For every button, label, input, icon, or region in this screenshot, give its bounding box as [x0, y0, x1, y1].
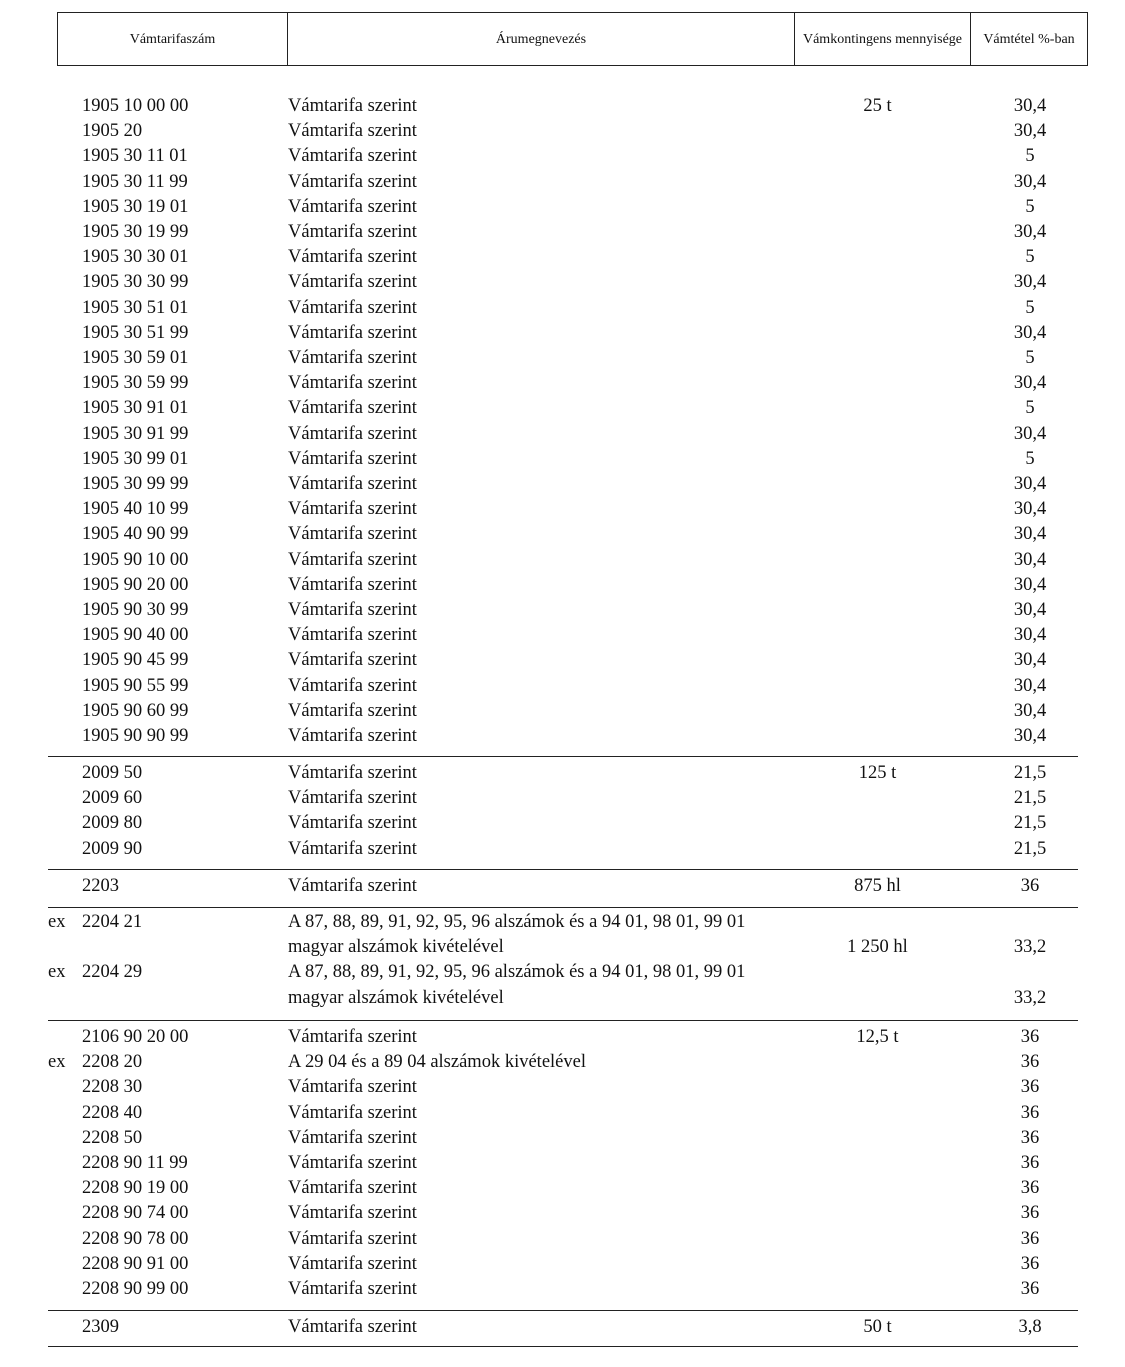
goods-description: Vámtarifa szerint — [288, 448, 417, 469]
duty-rate: 30,4 — [1013, 96, 1047, 116]
group-divider — [48, 1346, 1078, 1347]
table-row — [0, 371, 1125, 396]
tariff-code: 1905 90 10 00 — [82, 549, 189, 570]
goods-description: Vámtarifa szerint — [288, 1127, 417, 1148]
duty-rate: 21,5 — [1013, 838, 1047, 859]
table-row — [0, 1252, 1125, 1277]
table-row — [0, 94, 1125, 119]
duty-rate: 36 — [1020, 876, 1040, 896]
tariff-code: 2208 90 99 00 — [82, 1279, 189, 1299]
duty-rate: 30,4 — [1013, 373, 1047, 394]
duty-rate: 30,4 — [1013, 549, 1047, 570]
goods-description: Vámtarifa szerint — [288, 574, 417, 595]
tariff-code: 2106 90 20 00 — [82, 1027, 189, 1047]
tariff-code: 1905 90 20 00 — [82, 574, 189, 595]
tariff-code: 1905 90 90 99 — [82, 726, 189, 746]
duty-rate: 36 — [1020, 1203, 1040, 1224]
table-row — [0, 497, 1125, 522]
tariff-code: 1905 30 30 01 — [82, 247, 189, 268]
goods-description: Vámtarifa szerint — [288, 675, 417, 696]
duty-rate: 5 — [1025, 196, 1035, 217]
tariff-code: 1905 90 40 00 — [82, 625, 189, 646]
table-row — [0, 447, 1125, 472]
tariff-code: 1905 30 91 99 — [82, 423, 189, 444]
duty-rate: 21,5 — [1013, 788, 1047, 809]
goods-description: Vámtarifa szerint — [288, 813, 417, 834]
tariff-code: 2009 60 — [82, 788, 143, 809]
table-row — [0, 396, 1125, 421]
duty-rate: 5 — [1025, 247, 1035, 268]
goods-description: Vámtarifa szerint — [288, 1228, 417, 1249]
table-row — [0, 422, 1125, 447]
goods-description: Vámtarifa szerint — [288, 398, 417, 419]
tariff-code: 1905 30 30 99 — [82, 272, 189, 293]
goods-description: Vámtarifa szerint — [288, 121, 417, 142]
exception-prefix: ex — [48, 962, 66, 983]
table-row — [0, 270, 1125, 295]
tariff-code: 2009 50 — [82, 763, 143, 783]
header-duty-rate: Vámtétel %-ban — [983, 31, 1075, 47]
duty-rate: 33,2 — [1013, 937, 1047, 958]
duty-rate: 30,4 — [1013, 650, 1047, 671]
tariff-code: 1905 30 11 01 — [82, 146, 188, 167]
goods-description: Vámtarifa szerint — [288, 838, 417, 859]
tariff-code: 2208 90 19 00 — [82, 1178, 189, 1199]
group-divider — [48, 1310, 1078, 1311]
table-row — [0, 935, 1125, 960]
duty-rate: 36 — [1020, 1153, 1040, 1173]
goods-description: Vámtarifa szerint — [288, 1178, 417, 1199]
goods-description: Vámtarifa szerint — [288, 297, 417, 318]
tariff-code: 1905 30 59 01 — [82, 348, 189, 368]
goods-description: Vámtarifa szerint — [288, 1153, 417, 1173]
quota-quantity: 25 t — [863, 96, 892, 116]
header-tariff-number: Vámtarifaszám — [58, 13, 288, 65]
goods-description: Vámtarifa szerint — [288, 222, 417, 242]
duty-rate: 30,4 — [1013, 524, 1047, 545]
goods-description: Vámtarifa szerint — [288, 549, 417, 570]
duty-rate: 36 — [1020, 1027, 1040, 1047]
goods-description: A 87, 88, 89, 91, 92, 95, 96 alszámok és a 94 01, 98 01, 99 01 — [288, 962, 746, 983]
goods-description: Vámtarifa szerint — [288, 247, 417, 268]
duty-rate: 21,5 — [1013, 813, 1047, 834]
goods-description: Vámtarifa szerint — [288, 1077, 417, 1098]
tariff-code: 2208 90 11 99 — [82, 1153, 188, 1173]
table-row — [0, 346, 1125, 371]
table-row — [0, 910, 1125, 935]
duty-rate: 36 — [1020, 1178, 1040, 1199]
exception-prefix: ex — [48, 1052, 66, 1073]
duty-rate: 30,4 — [1013, 121, 1047, 142]
quota-quantity: 12,5 t — [856, 1027, 899, 1047]
duty-rate: 36 — [1020, 1102, 1040, 1123]
table-row — [0, 623, 1125, 648]
table-row — [0, 786, 1125, 811]
table-row — [0, 144, 1125, 169]
header-goods-description: Árumegnevezés — [288, 13, 795, 65]
duty-rate: 3,8 — [1018, 1317, 1042, 1337]
table-row — [0, 1101, 1125, 1126]
tariff-code: 2208 90 74 00 — [82, 1203, 189, 1224]
goods-description: Vámtarifa szerint — [288, 499, 417, 520]
goods-description: magyar alszámok kivételével — [288, 987, 504, 1008]
goods-description: Vámtarifa szerint — [288, 726, 417, 746]
duty-rate: 36 — [1020, 1052, 1040, 1073]
table-row — [0, 1176, 1125, 1201]
duty-rate: 36 — [1020, 1279, 1040, 1299]
header-quota-quantity: Vámkontingens mennyisége — [795, 13, 971, 65]
table-row — [0, 960, 1125, 985]
duty-rate: 33,2 — [1013, 987, 1047, 1008]
duty-rate: 36 — [1020, 1253, 1040, 1274]
table-row — [0, 1025, 1125, 1050]
duty-rate: 30,4 — [1013, 726, 1047, 746]
table-row — [0, 1227, 1125, 1252]
duty-rate: 30,4 — [1013, 423, 1047, 444]
table-row — [0, 648, 1125, 673]
goods-description: Vámtarifa szerint — [288, 348, 417, 368]
table-row — [0, 548, 1125, 573]
table-row — [0, 1151, 1125, 1176]
tariff-code: 2208 90 91 00 — [82, 1253, 189, 1274]
tariff-code: 1905 30 59 99 — [82, 373, 189, 394]
table-row — [0, 1277, 1125, 1302]
goods-description: Vámtarifa szerint — [288, 96, 417, 116]
tariff-code: 2208 50 — [82, 1127, 143, 1148]
duty-rate: 5 — [1025, 297, 1035, 318]
tariff-code: 2204 21 — [82, 912, 143, 932]
duty-rate: 30,4 — [1013, 474, 1047, 494]
goods-description: Vámtarifa szerint — [288, 1203, 417, 1224]
goods-description: Vámtarifa szerint — [288, 373, 417, 394]
tariff-code: 1905 90 30 99 — [82, 600, 189, 620]
goods-description: Vámtarifa szerint — [288, 272, 417, 293]
table-row — [0, 1050, 1125, 1075]
table-row — [0, 245, 1125, 270]
tariff-code: 1905 90 60 99 — [82, 700, 189, 721]
table-row — [0, 296, 1125, 321]
quota-quantity: 1 250 hl — [847, 937, 908, 958]
duty-rate: 5 — [1025, 348, 1035, 368]
duty-rate: 36 — [1020, 1228, 1040, 1249]
table-row — [0, 811, 1125, 836]
duty-rate: 30,4 — [1013, 600, 1047, 620]
tariff-code: 2009 80 — [82, 813, 143, 834]
tariff-code: 1905 30 99 99 — [82, 474, 189, 494]
tariff-code: 2208 30 — [82, 1077, 143, 1098]
table-row — [0, 119, 1125, 144]
goods-description: Vámtarifa szerint — [288, 1317, 417, 1337]
goods-description: Vámtarifa szerint — [288, 524, 417, 545]
tariff-code: 1905 90 55 99 — [82, 675, 189, 696]
tariff-code: 1905 10 00 00 — [82, 96, 189, 116]
table-row — [0, 195, 1125, 220]
duty-rate: 30,4 — [1013, 700, 1047, 721]
goods-description: Vámtarifa szerint — [288, 322, 417, 343]
duty-rate: 5 — [1025, 398, 1035, 419]
table-row — [0, 724, 1125, 749]
goods-description: Vámtarifa szerint — [288, 1253, 417, 1274]
goods-description: Vámtarifa szerint — [288, 876, 417, 896]
tariff-code: 1905 30 11 99 — [82, 171, 188, 192]
goods-description: magyar alszámok kivételével — [288, 937, 504, 958]
quota-quantity: 875 hl — [854, 876, 901, 896]
tariff-code: 2204 29 — [82, 962, 143, 983]
table-row — [0, 1315, 1125, 1340]
tariff-code: 1905 40 90 99 — [82, 524, 189, 545]
tariff-code: 2208 90 78 00 — [82, 1228, 189, 1249]
table-row — [0, 874, 1125, 899]
goods-description: Vámtarifa szerint — [288, 423, 417, 444]
tariff-code: 1905 30 51 01 — [82, 297, 189, 318]
duty-rate: 36 — [1020, 1127, 1040, 1148]
goods-description: A 29 04 és a 89 04 alszámok kivételével — [288, 1052, 586, 1073]
tariff-code: 1905 30 19 01 — [82, 196, 189, 217]
quota-quantity: 125 t — [858, 763, 897, 783]
tariff-code: 2203 — [82, 876, 119, 896]
table-row — [0, 1126, 1125, 1151]
duty-rate: 30,4 — [1013, 499, 1047, 520]
table-row — [0, 321, 1125, 346]
goods-description: Vámtarifa szerint — [288, 1279, 417, 1299]
group-divider — [48, 869, 1078, 870]
goods-description: Vámtarifa szerint — [288, 1027, 417, 1047]
table-row — [0, 220, 1125, 245]
tariff-code: 1905 20 — [82, 121, 143, 142]
goods-description: Vámtarifa szerint — [288, 625, 417, 646]
group-divider — [48, 907, 1078, 908]
table-row — [0, 598, 1125, 623]
tariff-code: 1905 30 51 99 — [82, 322, 189, 343]
table-row — [0, 472, 1125, 497]
tariff-code: 2208 40 — [82, 1102, 143, 1123]
tariff-code: 1905 90 45 99 — [82, 650, 189, 671]
goods-description: Vámtarifa szerint — [288, 600, 417, 620]
table-row — [0, 837, 1125, 862]
goods-description: A 87, 88, 89, 91, 92, 95, 96 alszámok és a 94 01, 98 01, 99 01 — [288, 912, 746, 932]
duty-rate: 30,4 — [1013, 675, 1047, 696]
table-row — [0, 573, 1125, 598]
group-divider — [48, 756, 1078, 757]
exception-prefix: ex — [48, 912, 66, 932]
table-row — [0, 1075, 1125, 1100]
tariff-code: 1905 30 99 01 — [82, 448, 189, 469]
tariff-code: 2309 — [82, 1317, 119, 1337]
tariff-code: 1905 30 91 01 — [82, 398, 189, 419]
table-row — [0, 674, 1125, 699]
goods-description: Vámtarifa szerint — [288, 650, 417, 671]
group-divider — [48, 1020, 1078, 1021]
goods-description: Vámtarifa szerint — [288, 700, 417, 721]
duty-rate: 30,4 — [1013, 322, 1047, 343]
duty-rate: 30,4 — [1013, 574, 1047, 595]
goods-description: Vámtarifa szerint — [288, 763, 417, 783]
goods-description: Vámtarifa szerint — [288, 171, 417, 192]
tariff-code: 2009 90 — [82, 838, 143, 859]
duty-rate: 5 — [1025, 448, 1035, 469]
tariff-code: 1905 40 10 99 — [82, 499, 189, 520]
tariff-code: 1905 30 19 99 — [82, 222, 189, 242]
duty-rate: 30,4 — [1013, 222, 1047, 242]
duty-rate: 30,4 — [1013, 171, 1047, 192]
table-row — [0, 761, 1125, 786]
goods-description: Vámtarifa szerint — [288, 1102, 417, 1123]
duty-rate: 5 — [1025, 146, 1035, 167]
quota-quantity: 50 t — [863, 1317, 892, 1337]
goods-description: Vámtarifa szerint — [288, 788, 417, 809]
duty-rate: 30,4 — [1013, 272, 1047, 293]
table-row — [0, 699, 1125, 724]
table-row — [0, 170, 1125, 195]
tariff-code: 2208 20 — [82, 1052, 143, 1073]
duty-rate: 21,5 — [1013, 763, 1047, 783]
goods-description: Vámtarifa szerint — [288, 474, 417, 494]
goods-description: Vámtarifa szerint — [288, 146, 417, 167]
duty-rate: 36 — [1020, 1077, 1040, 1098]
goods-description: Vámtarifa szerint — [288, 196, 417, 217]
table-row — [0, 1201, 1125, 1226]
table-row — [0, 522, 1125, 547]
duty-rate: 30,4 — [1013, 625, 1047, 646]
table-row — [0, 986, 1125, 1011]
